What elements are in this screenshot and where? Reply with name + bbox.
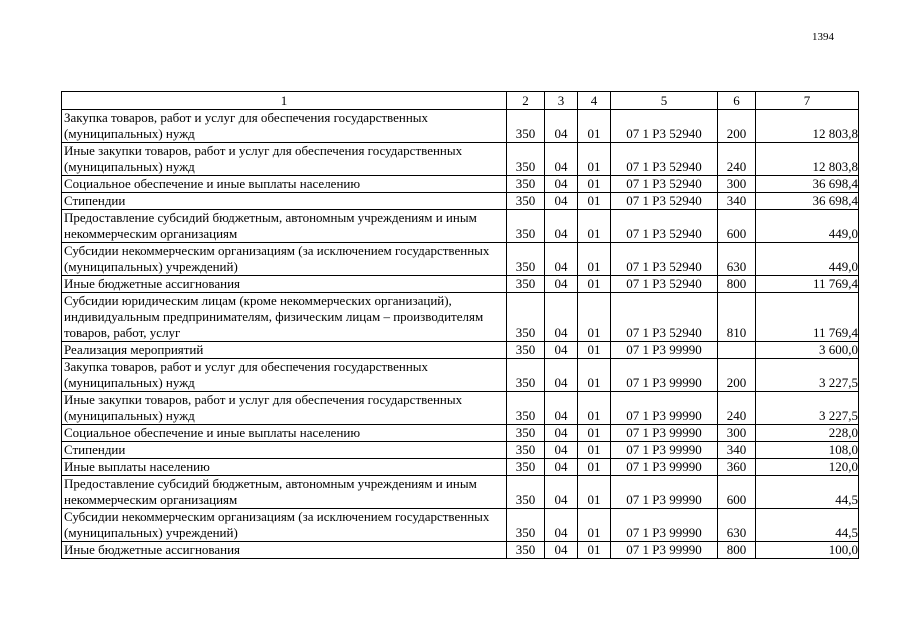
row-target-article: 07 1 Р3 99990 (611, 425, 718, 442)
row-name: Закупка товаров, работ и услуг для обеспечения государственных (муниципальных) нужд (62, 110, 507, 143)
row-section: 04 (545, 110, 578, 143)
row-section: 04 (545, 342, 578, 359)
row-expense-type: 630 (718, 509, 756, 542)
table-row (62, 210, 859, 243)
table-body (62, 110, 859, 559)
row-target-article: 07 1 Р3 52940 (611, 293, 718, 342)
row-amount: 11 769,4 (756, 293, 859, 342)
col-admin-header: 2 (507, 92, 545, 110)
row-admin-code: 350 (507, 509, 545, 542)
row-admin-code: 350 (507, 210, 545, 243)
row-target-article: 07 1 Р3 99990 (611, 442, 718, 459)
row-subsection: 01 (578, 193, 611, 210)
col-target-article-header: 5 (611, 92, 718, 110)
row-target-article: 07 1 Р3 52940 (611, 210, 718, 243)
row-section: 04 (545, 359, 578, 392)
row-expense-type: 340 (718, 193, 756, 210)
row-expense-type: 200 (718, 110, 756, 143)
row-admin-code: 350 (507, 459, 545, 476)
row-name: Субсидии юридическим лицам (кроме некоммерческих организаций), индивидуальным предпринимателям, физическим лицам – производителям товаров, работ, услуг (62, 293, 507, 342)
row-section: 04 (545, 542, 578, 559)
row-amount: 12 803,8 (756, 143, 859, 176)
row-admin-code: 350 (507, 342, 545, 359)
row-amount: 120,0 (756, 459, 859, 476)
row-subsection: 01 (578, 293, 611, 342)
page-number: 1394 (812, 31, 834, 43)
row-target-article: 07 1 Р3 99990 (611, 476, 718, 509)
row-target-article: 07 1 Р3 52940 (611, 143, 718, 176)
row-section: 04 (545, 459, 578, 476)
row-expense-type: 630 (718, 243, 756, 276)
row-admin-code: 350 (507, 392, 545, 425)
row-admin-code: 350 (507, 193, 545, 210)
row-section: 04 (545, 210, 578, 243)
col-expense-type-header: 6 (718, 92, 756, 110)
row-name: Предоставление субсидий бюджетным, автономным учреждениям и иным некоммерческим организациям (62, 210, 507, 243)
row-name: Иные бюджетные ассигнования (62, 276, 507, 293)
row-expense-type: 340 (718, 442, 756, 459)
row-expense-type (718, 342, 756, 359)
row-section: 04 (545, 392, 578, 425)
row-name: Стипендии (62, 442, 507, 459)
row-expense-type: 300 (718, 425, 756, 442)
header-row (62, 92, 859, 110)
row-amount: 11 769,4 (756, 276, 859, 293)
row-name: Субсидии некоммерческим организациям (за исключением государственных (муниципальных) учреждений) (62, 509, 507, 542)
row-expense-type: 600 (718, 210, 756, 243)
row-section: 04 (545, 293, 578, 342)
row-subsection: 01 (578, 425, 611, 442)
row-expense-type: 360 (718, 459, 756, 476)
table-row (62, 110, 859, 143)
row-section: 04 (545, 243, 578, 276)
table-row (62, 276, 859, 293)
row-amount: 3 600,0 (756, 342, 859, 359)
row-target-article: 07 1 Р3 99990 (611, 359, 718, 392)
col-subsection-header: 4 (578, 92, 611, 110)
row-admin-code: 350 (507, 110, 545, 143)
row-section: 04 (545, 425, 578, 442)
row-admin-code: 350 (507, 359, 545, 392)
row-target-article: 07 1 Р3 52940 (611, 176, 718, 193)
row-expense-type: 240 (718, 143, 756, 176)
row-target-article: 07 1 Р3 99990 (611, 509, 718, 542)
row-amount: 36 698,4 (756, 193, 859, 210)
row-admin-code: 350 (507, 243, 545, 276)
row-amount: 3 227,5 (756, 392, 859, 425)
row-name: Предоставление субсидий бюджетным, автономным учреждениям и иным некоммерческим организациям (62, 476, 507, 509)
row-admin-code: 350 (507, 176, 545, 193)
row-section: 04 (545, 193, 578, 210)
table-row (62, 176, 859, 193)
row-name: Иные бюджетные ассигнования (62, 542, 507, 559)
table-row (62, 342, 859, 359)
row-name: Стипендии (62, 193, 507, 210)
row-target-article: 07 1 Р3 99990 (611, 342, 718, 359)
row-amount: 100,0 (756, 542, 859, 559)
row-name: Субсидии некоммерческим организациям (за исключением государственных (муниципальных) учреждений) (62, 243, 507, 276)
row-expense-type: 600 (718, 476, 756, 509)
col-name-header: 1 (62, 92, 507, 110)
row-expense-type: 240 (718, 392, 756, 425)
row-subsection: 01 (578, 509, 611, 542)
row-section: 04 (545, 276, 578, 293)
row-amount: 108,0 (756, 442, 859, 459)
row-expense-type: 800 (718, 276, 756, 293)
col-section-header: 3 (545, 92, 578, 110)
table-row (62, 293, 859, 342)
row-amount: 12 803,8 (756, 110, 859, 143)
row-subsection: 01 (578, 542, 611, 559)
table-row (62, 542, 859, 559)
row-subsection: 01 (578, 276, 611, 293)
row-section: 04 (545, 476, 578, 509)
row-subsection: 01 (578, 210, 611, 243)
row-amount: 228,0 (756, 425, 859, 442)
row-subsection: 01 (578, 243, 611, 276)
row-name: Социальное обеспечение и иные выплаты населению (62, 176, 507, 193)
row-name: Закупка товаров, работ и услуг для обеспечения государственных (муниципальных) нужд (62, 359, 507, 392)
row-amount: 36 698,4 (756, 176, 859, 193)
row-section: 04 (545, 176, 578, 193)
row-subsection: 01 (578, 442, 611, 459)
row-amount: 3 227,5 (756, 359, 859, 392)
table-row (62, 243, 859, 276)
row-section: 04 (545, 442, 578, 459)
row-expense-type: 300 (718, 176, 756, 193)
row-target-article: 07 1 Р3 52940 (611, 193, 718, 210)
row-admin-code: 350 (507, 542, 545, 559)
row-subsection: 01 (578, 476, 611, 509)
col-amount-header: 7 (756, 92, 859, 110)
table-row (62, 392, 859, 425)
row-section: 04 (545, 509, 578, 542)
row-subsection: 01 (578, 392, 611, 425)
row-target-article: 07 1 Р3 52940 (611, 243, 718, 276)
row-amount: 44,5 (756, 509, 859, 542)
row-admin-code: 350 (507, 425, 545, 442)
table-row (62, 425, 859, 442)
row-amount: 449,0 (756, 243, 859, 276)
row-name: Реализация мероприятий (62, 342, 507, 359)
row-subsection: 01 (578, 110, 611, 143)
row-target-article: 07 1 Р3 99990 (611, 392, 718, 425)
row-subsection: 01 (578, 176, 611, 193)
budget-table (61, 91, 859, 559)
row-name: Социальное обеспечение и иные выплаты населению (62, 425, 507, 442)
row-amount: 44,5 (756, 476, 859, 509)
row-amount: 449,0 (756, 210, 859, 243)
row-section: 04 (545, 143, 578, 176)
row-target-article: 07 1 Р3 99990 (611, 542, 718, 559)
table-row (62, 509, 859, 542)
table-row (62, 193, 859, 210)
row-expense-type: 810 (718, 293, 756, 342)
row-admin-code: 350 (507, 276, 545, 293)
row-admin-code: 350 (507, 293, 545, 342)
table-row (62, 359, 859, 392)
row-name: Иные выплаты населению (62, 459, 507, 476)
table-row (62, 476, 859, 509)
row-subsection: 01 (578, 342, 611, 359)
row-expense-type: 800 (718, 542, 756, 559)
row-target-article: 07 1 Р3 99990 (611, 459, 718, 476)
row-subsection: 01 (578, 459, 611, 476)
row-expense-type: 200 (718, 359, 756, 392)
row-name: Иные закупки товаров, работ и услуг для обеспечения государственных (муниципальных) нужд (62, 392, 507, 425)
row-admin-code: 350 (507, 442, 545, 459)
row-subsection: 01 (578, 359, 611, 392)
row-subsection: 01 (578, 143, 611, 176)
row-admin-code: 350 (507, 143, 545, 176)
row-admin-code: 350 (507, 476, 545, 509)
table-row (62, 143, 859, 176)
row-name: Иные закупки товаров, работ и услуг для обеспечения государственных (муниципальных) нужд (62, 143, 507, 176)
table-row (62, 442, 859, 459)
table-row (62, 459, 859, 476)
row-target-article: 07 1 Р3 52940 (611, 110, 718, 143)
row-target-article: 07 1 Р3 52940 (611, 276, 718, 293)
